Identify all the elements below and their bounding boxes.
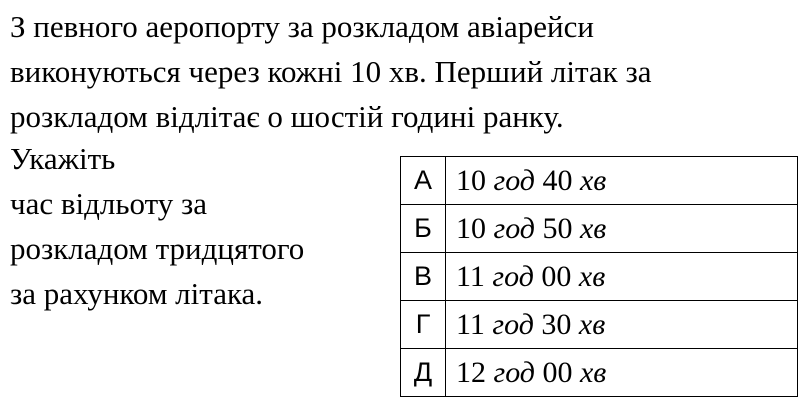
answer-option-b[interactable] [401, 205, 798, 253]
option-time [446, 205, 798, 253]
option-minutes: 50 [542, 211, 573, 245]
option-time [446, 157, 798, 205]
statement-line: З певного аеропорту за розкладом авіарейси [10, 9, 594, 44]
minutes-unit: хв [578, 259, 606, 293]
hours-unit: год [492, 307, 534, 341]
answer-option-d[interactable] [401, 349, 798, 397]
option-hours: 10 [456, 163, 486, 197]
minutes-unit: хв [578, 307, 606, 341]
hours-unit: год [493, 211, 535, 245]
option-letter: Б [401, 205, 446, 253]
minutes-unit: хв [579, 163, 607, 197]
statement-line: виконуються через кожні 10 хв. Перший літак за [10, 54, 652, 89]
answer-option-h[interactable] [401, 301, 798, 349]
statement-line: розкладом відлітає о шостій годині ранку. [10, 99, 564, 134]
prompt-line: за рахунком літака. [10, 276, 264, 311]
option-hours: 12 [456, 355, 486, 389]
option-hours: 11 [456, 307, 485, 341]
answer-options-table [400, 156, 798, 397]
prompt-line: Укажіть [10, 141, 116, 176]
option-letter: В [401, 253, 446, 301]
minutes-unit: хв [579, 211, 607, 245]
hours-unit: год [492, 259, 534, 293]
option-minutes: 00 [541, 259, 572, 293]
option-minutes: 00 [542, 355, 573, 389]
option-hours: 11 [456, 259, 485, 293]
option-minutes: 30 [541, 307, 572, 341]
prompt-line: розкладом тридцятого [10, 231, 305, 266]
option-letter: Д [401, 349, 446, 397]
hours-unit: год [493, 163, 535, 197]
option-letter: Г [401, 301, 446, 349]
problem-statement [10, 4, 790, 139]
question-prompt [10, 136, 380, 316]
answer-option-a[interactable] [401, 157, 798, 205]
option-time [446, 253, 798, 301]
answer-option-v[interactable] [401, 253, 798, 301]
minutes-unit: хв [579, 355, 607, 389]
hours-unit: год [493, 355, 535, 389]
option-hours: 10 [456, 211, 486, 245]
prompt-line: час відльоту за [10, 186, 207, 221]
option-time [446, 301, 798, 349]
option-time [446, 349, 798, 397]
option-letter: А [401, 157, 446, 205]
option-minutes: 40 [542, 163, 573, 197]
